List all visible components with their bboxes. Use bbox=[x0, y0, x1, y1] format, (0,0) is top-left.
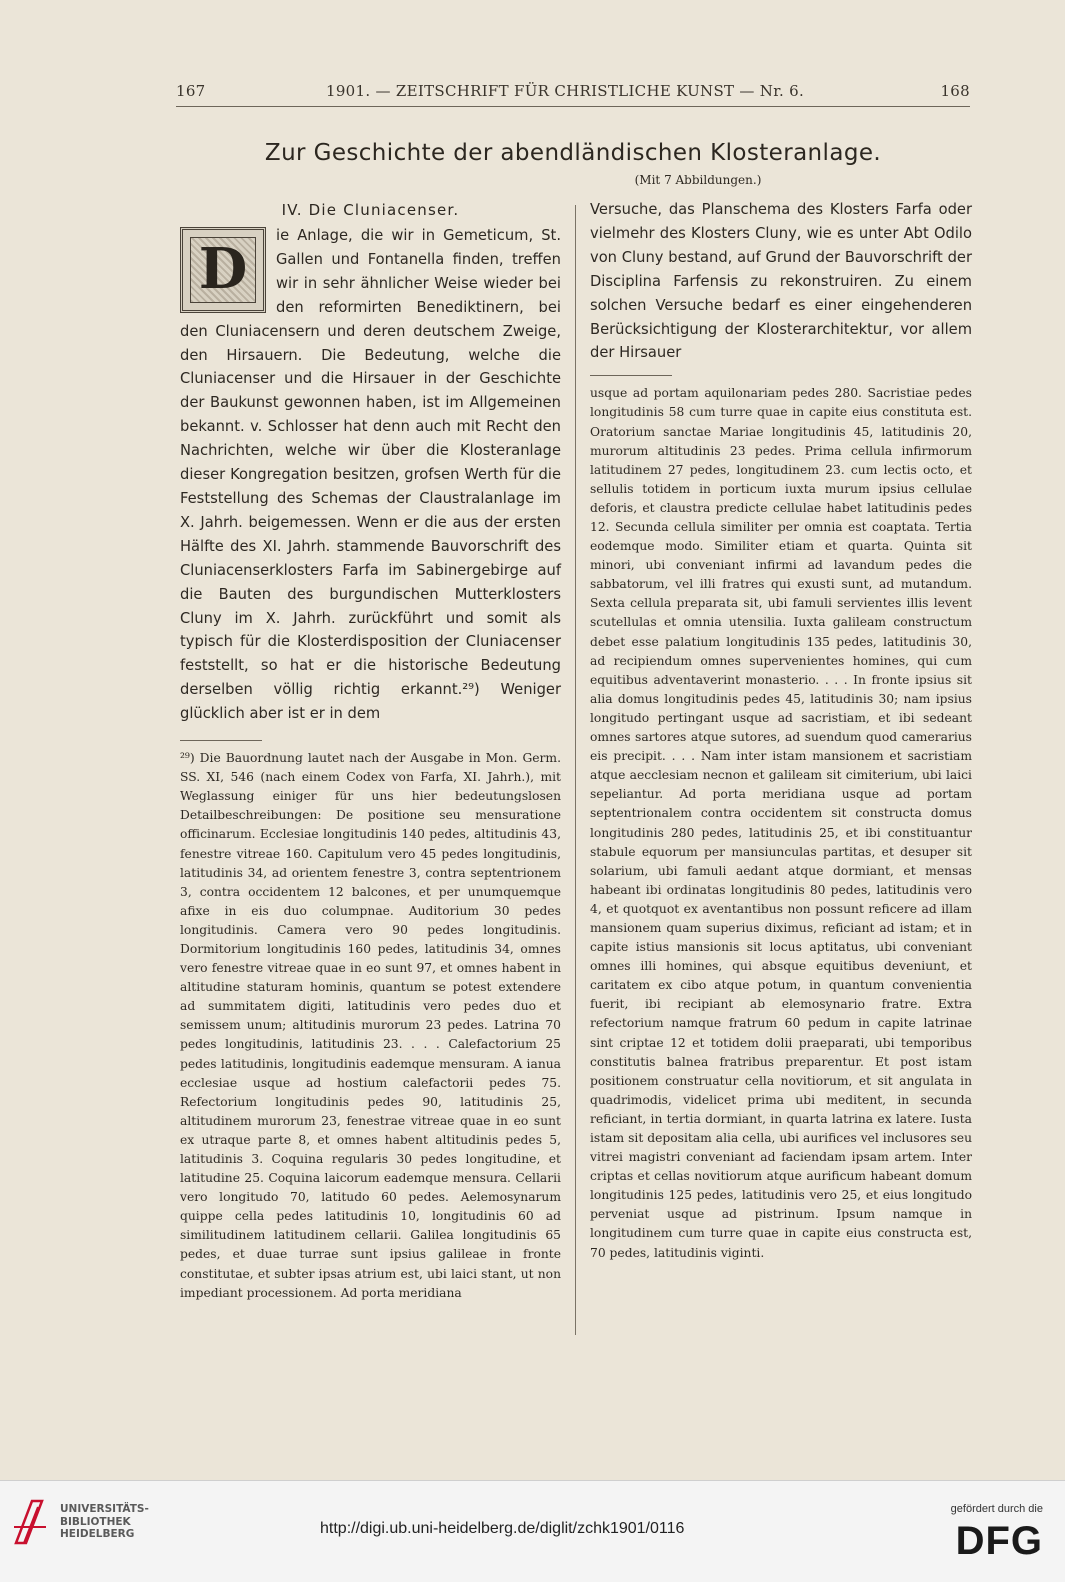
footnote-rule bbox=[180, 740, 262, 741]
left-column bbox=[180, 198, 561, 1303]
footnote-left bbox=[180, 749, 561, 1303]
running-header bbox=[176, 82, 970, 104]
footnote-rule-right bbox=[590, 375, 672, 376]
library-name-line3: HEIDELBERG bbox=[60, 1528, 135, 1540]
page-number-right: 168 bbox=[940, 82, 970, 100]
left-body-text bbox=[180, 224, 561, 726]
permalink-url[interactable]: http://digi.ub.uni-heidelberg.de/diglit/zchk1901/0116 bbox=[320, 1520, 685, 1537]
university-library-logo-icon bbox=[12, 1497, 48, 1547]
running-title: 1901. — ZEITSCHRIFT FÜR CHRISTLICHE KUNST — Nr. 6. bbox=[326, 82, 805, 100]
column-divider bbox=[575, 205, 576, 1335]
library-name bbox=[60, 1503, 149, 1541]
footnote-right bbox=[590, 384, 972, 1262]
library-name-line1: UNIVERSITÄTS- bbox=[60, 1503, 149, 1515]
right-paragraph: Versuche, das Planschema des Klosters Farfa oder vielmehr des Klosters Cluny, wie es unter Abt Odilo von Cluny bestand, auf Grund der Bauvorschrift der Disciplina Farfensis zu rekonstruiren. Zu einem solchen Versuche bedarf es einer eingehenderen Berücksichtigung der Klosterarchitektur, vor allem der Hirsauer bbox=[590, 201, 972, 362]
initial-letter-ornament bbox=[180, 227, 266, 313]
viewer-footer bbox=[0, 1480, 1065, 1582]
drop-cap-letter: D bbox=[198, 236, 248, 302]
right-column bbox=[590, 198, 972, 1263]
funded-by-label: gefördert durch die bbox=[950, 1503, 1043, 1515]
right-body-text bbox=[590, 198, 972, 365]
footnote-left-text: ²⁹) Die Bauordnung lautet nach der Ausgabe in Mon. Germ. SS. XI, 546 (nach einem Codex von Farfa, XI. Jahrh.), mit Weglassung einiger für uns hier bedeutungslosen Detailbeschreibungen: De positione seu mensuratione officinarum. Ecclesiae longitudinis 140 pedes, altitudinis 43, fenestre vitreae 160. Capitulum vero 45 pedes longitudinis, latitudinis 34, ad orientem fenestre 3, contra septentrionem 3, contra occidentem 12 balcones, et per unumquemque afixe in eis duo columpnae. Auditorium 30 pedes longitudinis. Camera vero 90 pedes longitudinis. Dormitorium longitudinis 160 pedes, latitudinis 34, omnes vero fenestre vitreae quae in eo sunt 97, et omnes habent in altitudine staturam hominis, quantum se potest extendere ad summitatem digiti, latitudinis vero pedes duo et semissem unum; altitudinis murorum 23 pedes. Latrina 70 pedes longitudinis, latitudinis 23. . . . Calefactorium 25 pedes latitudinis, longitudinis eademque mensuram. A ianua ecclesiae usque ad hostium calefactorii pedes 75. Refectorium longitudinis pedes 90, latitudinis 25, altitudinem murorum 23, fenestrae vitreae quae in eo sunt ex utraque parte 8, et omnes habent altitudinis pedes 5, latitudinis 3. Coquina regularis 30 pedes longitudine, et latitudine 25. Coquina laicorum eademque mensura. Cellarii vero longitudo 70, latitudo 60 pedes. Aelemosynarum quippe cella pedes latitudinis 10, longitudinis 60 ad similitudinem latitudinem cellarii. Galilea longitudinis 65 pedes, et duae turrae sunt ipsius galileae in fronte constitutae, et subter ipsas atrium est, ubi laici stant, ut non impediant processionem. Ad porta meridiana bbox=[180, 751, 561, 1300]
article-subtitle: (Mit 7 Abbildungen.) bbox=[634, 173, 762, 187]
header-rule bbox=[176, 106, 970, 107]
footnote-right-text: usque ad portam aquilonariam pedes 280. Sacristiae pedes longitudinis 58 cum turre quae in capite eius constituta est. Oratorium sanctae Mariae longitudinis 45, latitudinis 20, murorum altitudinis 23 pedes. Prima cellula infirmorum latitudinem 27 pedes, longitudinem 23. cum lectis octo, et sellulis totidem in porticum iuxta murum ipsius cellulae deforis, et claustra predicte cellulae habet latitudinis pedes 12. Secunda cellula similiter per omnia est coaptata. Tertia eodemque modo. Similiter etiam et quarta. Quinta sit minori, ubi conveniant infirmi ad lavandum pedes die sabbatorum, vel illi fratres qui exusti sunt, ad mutandum. Sexta cellula preparata sit, ubi famuli servientes illis levent scutellulas et omnia utensilia. Iuxta galileam constructum debet esse palatium longitudinis 135 pedes, latitudinis 30, ad recipiendum omnes supervenientes homines, qui cum equitibus adventaverint monasterio. . . . In fronte ipsius sit alia domus longitudinis pedes 45, latitudinis 30; nam ipsius longitudo pertingant usque ad sacristiam, et ibi sedeant omnes sartores atque sutores, ad suendum quod camerarius eis precipit. . . . Nam inter istam mansionem et sacristiam atque aecclesiam necnon et galileam sit cimiterium, ubi laici sepeliantur. Ad porta meridiana usque ad portam septentrionalem contra occidentem sit constructa domus longitudinis 280 pedes, latitudinis 25, et ibi constituantur stabule equorum per mansiunculas partitas, et desuper sit solarium, ubi famuli aedant atque dormiant, et mensas habeant ibi ordinatas longitudinis 80 pedes, latitudinis vero 4, et quotquot ex aventantibus non possunt reficere ad illam mansionem quam superius diximus, reficiant ad istam; et in capite istius mansionis sit locus aptitatus, ubi conveniant omnes illi homines, qui absque equitibus deveniunt, et caritatem ex cibo atque potum, in quantum convenientia fuerit, ibi recipiant ab elemosynario fratre. Extra refectorium namque fratrum 60 pedum in capite latrinae sint criptae 12 et totidem dolii praeparati, ubi temporibus constitutis balnea fratribus preparentur. Et post istam positionem construatur cella novitiorum, et sit angulata in quadrimodis, videlicet prima ubi meditent, in secunda reficiant, in tertia dormiant, in quarta latrina ex latere. Iusta istam sit depositam alia cella, ubi aurifices vel inclusores seu vitrei magistri conveniant ad faciendam ipsam artem. Inter criptas et cellas novitiorum atque aurificum habeant domum longitudinis 125 pedes, latitudinis vero 25, et eius longitudo perveniat usque ad pistrinum. Ipsum namque in longitudinem cum turre quae in capite eius constructa est, 70 pedes, latitudinis viginti. bbox=[590, 386, 972, 1260]
library-name-line2: BIBLIOTHEK bbox=[60, 1515, 131, 1528]
left-paragraph: ie Anlage, die wir in Gemeticum, St. Gallen und Fontanella finden, treffen wir in sehr ähnlicher Weise wieder bei den reformirten Benediktinern, bei den Cluniacensern und deren deutschem Zweige, den Hirsauern. Die Bedeutung, welche die Cluniacenser und die Hirsauer in der Geschichte der Baukunst gewonnen haben, ist im Allgemeinen bekannt. v. Schlosser hat denn auch mit Recht den Nachrichten, welche wir über die Klosteranlage dieser Kongregation besitzen, grofsen Werth für die Feststellung des Schemas der Claustralanlage im X. Jahrh. beigemessen. Wenn er die aus der ersten Hälfte des XI. Jahrh. stammende Bauvorschrift des Cluniacenserklosters Farfa im Sabinergebirge auf die Bauten des burgundischen Mutterklosters Cluny im X. Jahrh. zurückführt und somit als typisch für die Klosterdisposition der Cluniacenser feststellt, so hat er die historische Bedeutung derselben völlig richtig erkannt.²⁹) Weniger glücklich aber ist er in dem bbox=[180, 227, 561, 723]
page-number-left: 167 bbox=[176, 82, 206, 100]
section-heading: IV. Die Cluniacenser. bbox=[281, 201, 460, 219]
article-title: Zur Geschichte der abendländischen Klosteranlage. bbox=[264, 140, 882, 166]
dfg-logo: DFG bbox=[955, 1519, 1043, 1563]
